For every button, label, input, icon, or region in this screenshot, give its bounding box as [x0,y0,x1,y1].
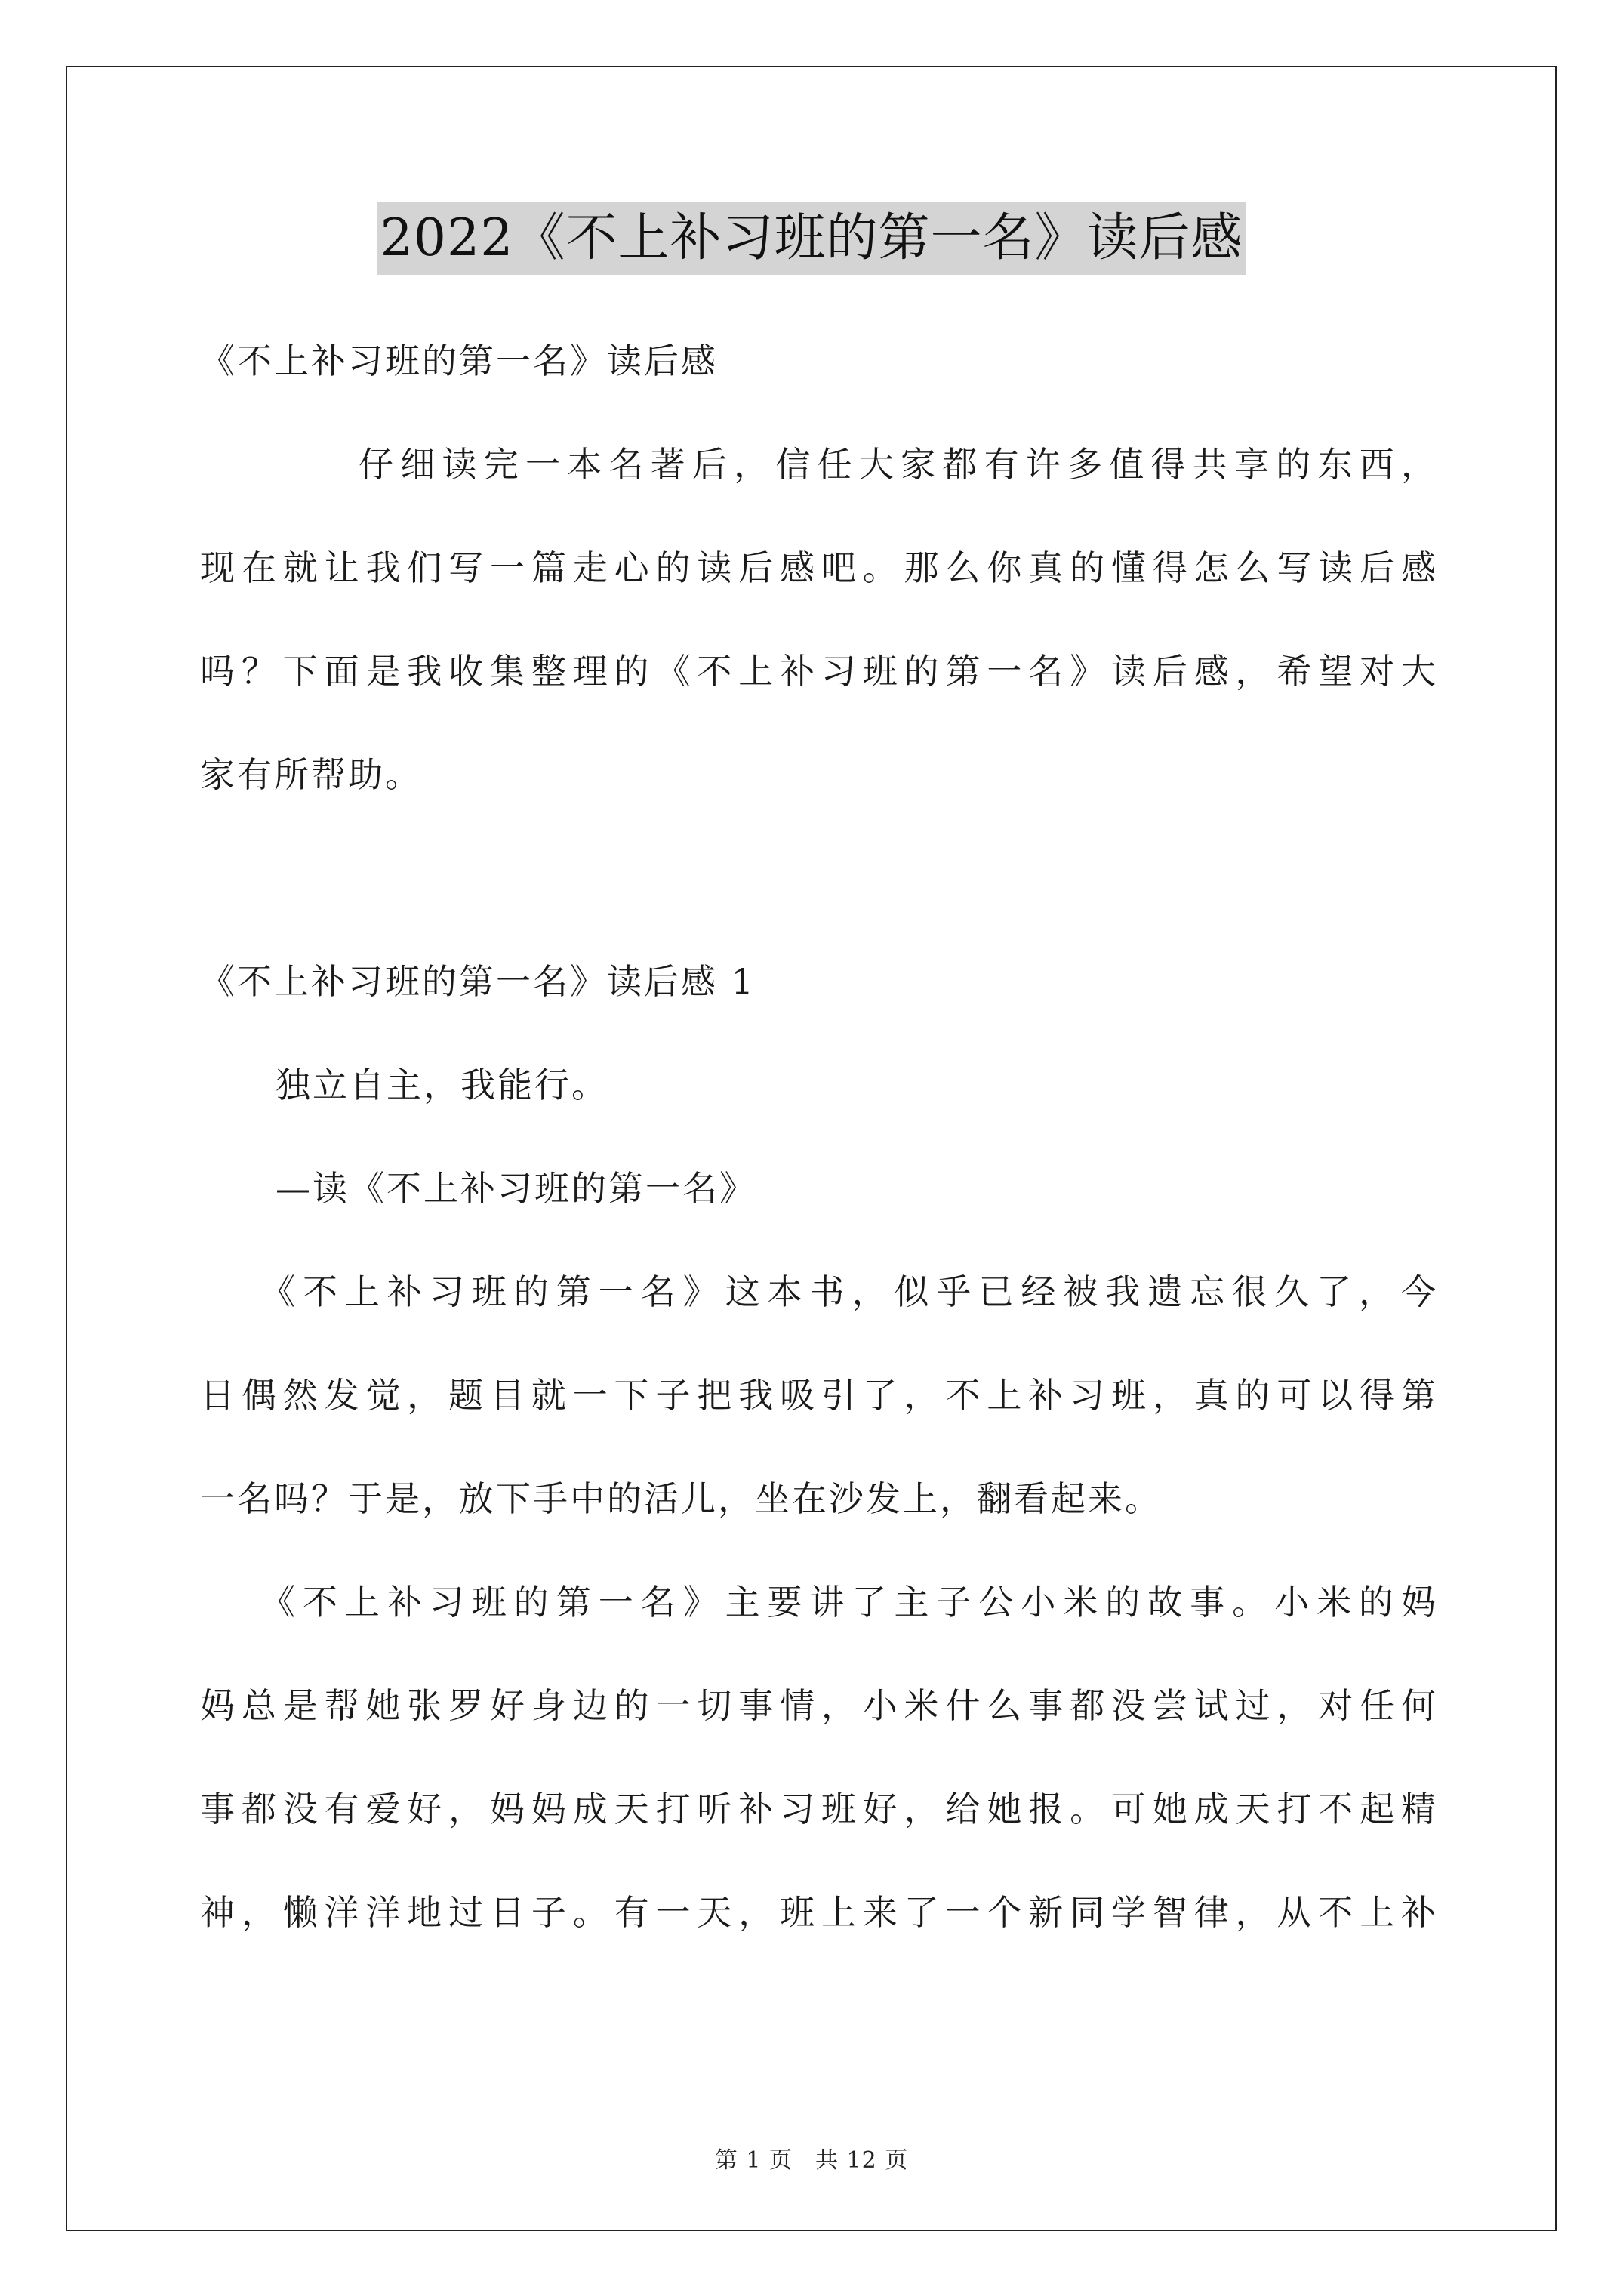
essay-title-line: 独立自主，我能行。 [276,1065,608,1105]
intro-line-2: 现在就让我们写一篇走心的读后感吧。那么你真的懂得怎么写读后感 [200,547,1438,588]
paragraph-2-line-3: 事都没有爱好，妈妈成天打听补习班好，给她报。可她成天打不起精 [200,1789,1438,1829]
page-total: 共 12 页 [815,2147,909,2174]
title-container [0,202,1623,275]
paragraph-gap [200,827,1438,930]
paragraph-1-line-3: 一名吗？于是，放下手中的活儿，坐在沙发上，翻看起来。 [200,1478,1162,1519]
intro-line-4: 家有所帮助。 [200,754,422,795]
document-title: 2022《不上补习班的第一名》读后感 [377,202,1246,275]
paragraph-2-line-4: 神，懒洋洋地过日子。有一天，班上来了一个新同学智律，从不上补 [200,1892,1438,1933]
paragraph-1-line-2: 日偶然发觉，题目就一下子把我吸引了，不上补习班，真的可以得第 [200,1375,1438,1416]
intro-line-3: 吗？下面是我收集整理的《不上补习班的第一名》读后感，希望对大 [200,651,1438,692]
paragraph-2-line-2: 妈总是帮她张罗好身边的一切事情，小米什么事都没尝试过，对任何 [200,1685,1438,1726]
page-number: 第 1 页 [714,2147,793,2174]
subtitle-line: 《不上补习班的第一名》读后感 [200,341,718,381]
paragraph-2-line-1: 《不上补习班的第一名》主要讲了主子公小米的故事。小米的妈 [260,1582,1438,1623]
intro-line-1: 仔细读完一本名著后，信任大家都有许多值得共享的东西， [359,444,1438,485]
essay-subtitle-line: —读《不上补习班的第一名》 [276,1168,756,1209]
paragraph-1-line-1: 《不上补习班的第一名》这本书，似乎已经被我遗忘很久了，今 [260,1271,1438,1312]
page-footer [0,2141,1623,2174]
section-heading: 《不上补习班的第一名》读后感 1 [200,961,756,1002]
document-body [200,310,1438,1965]
